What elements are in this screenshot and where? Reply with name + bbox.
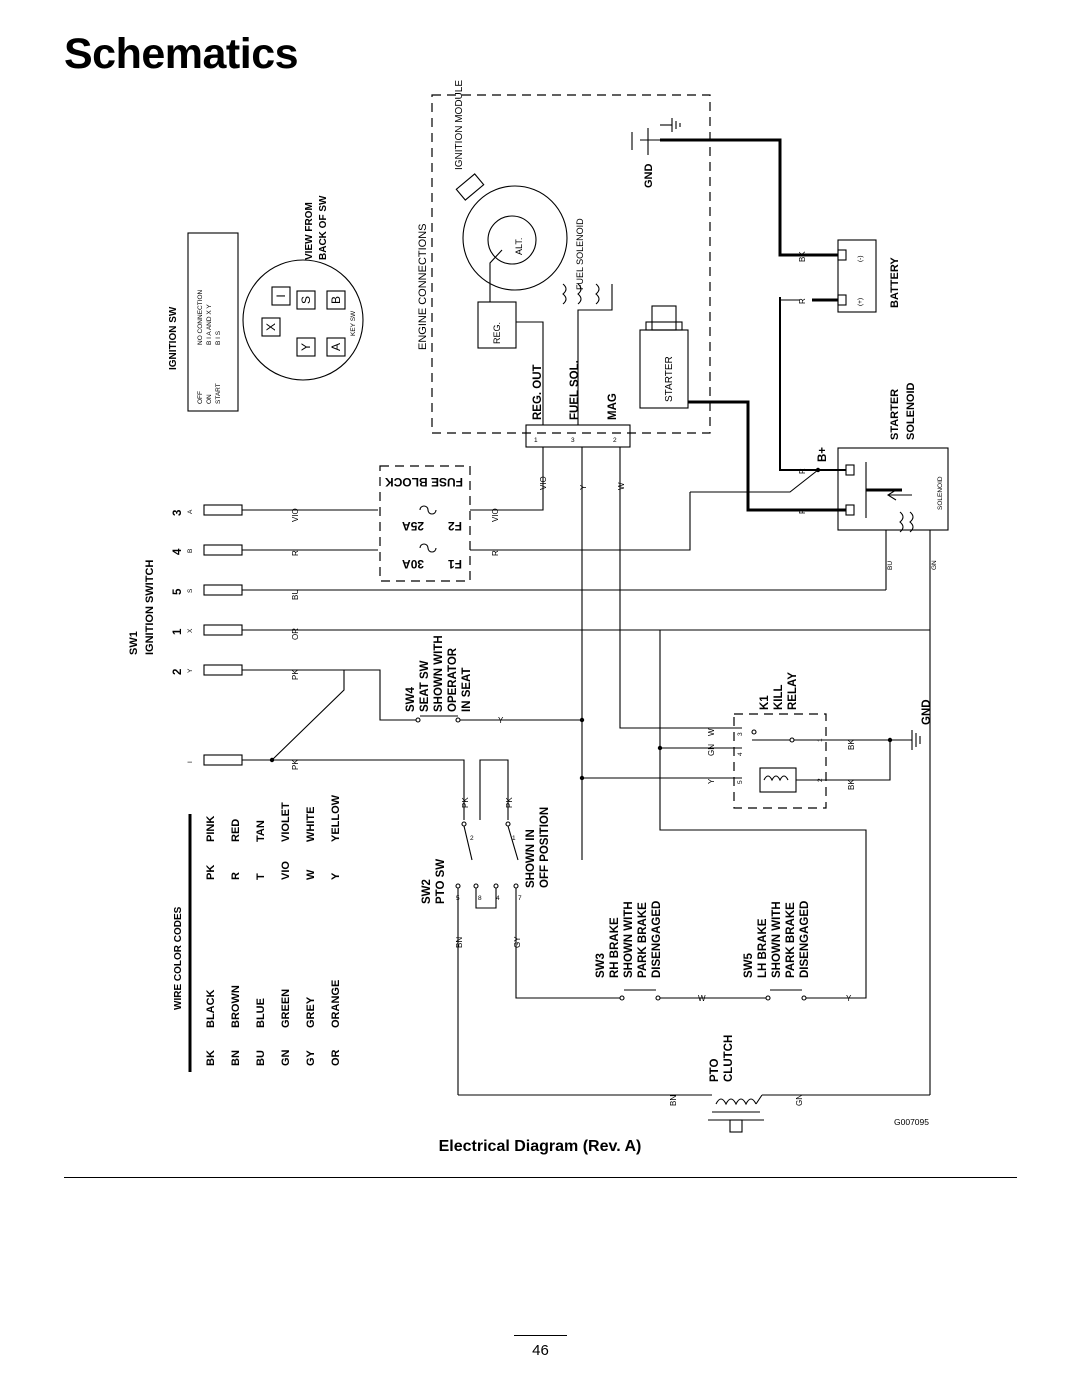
wire-code-gn: GN <box>280 1049 292 1066</box>
svg-text:25A: 25A <box>401 519 424 533</box>
starter-label: STARTER <box>664 356 675 402</box>
svg-text:SW3: SW3 <box>595 953 607 978</box>
wire-color-black: BLACK <box>205 989 217 1028</box>
svg-text:PK: PK <box>291 759 300 770</box>
battery <box>780 240 901 312</box>
svg-text:LH BRAKE: LH BRAKE <box>757 918 769 978</box>
svg-text:OFF POSITION: OFF POSITION <box>539 806 551 888</box>
svg-text:RH BRAKE: RH BRAKE <box>609 917 621 978</box>
svg-text:I: I <box>187 761 194 763</box>
wire-color-violet: VIOLET <box>280 802 292 842</box>
terminal-fuel-sol: FUEL SOL. <box>569 360 581 420</box>
svg-text:PK: PK <box>461 797 470 808</box>
sw1-ignition-switch <box>128 505 930 820</box>
wire-color-white: WHITE <box>305 806 317 842</box>
engine-gnd-label: GND <box>643 163 655 188</box>
svg-text:R: R <box>491 550 500 556</box>
svg-text:W: W <box>707 728 716 736</box>
page-title: Schematics <box>64 30 299 78</box>
svg-text:B I A AND X Y: B I A AND X Y <box>206 304 213 345</box>
view-from-label-2: BACK OF SW <box>318 195 329 260</box>
svg-text:BK: BK <box>847 779 856 790</box>
terminal-mag: MAG <box>607 393 619 420</box>
sw1-pin-x <box>172 625 930 640</box>
svg-text:NO CONNECTION: NO CONNECTION <box>197 289 204 345</box>
engine-connections-box <box>417 80 710 447</box>
wire-color-codes <box>173 794 342 1072</box>
svg-text:B: B <box>187 548 194 553</box>
wire-color-yellow: YELLOW <box>330 794 342 842</box>
ignition-sw-table <box>168 233 238 411</box>
sw1-pin-a <box>172 505 378 522</box>
wire-color-pink: PINK <box>205 815 217 842</box>
horizontal-rule <box>64 1177 1017 1178</box>
wire-code-y: Y <box>330 872 342 880</box>
svg-text:1: 1 <box>817 738 824 742</box>
svg-text:GN: GN <box>931 560 938 570</box>
svg-text:R: R <box>798 508 807 514</box>
svg-text:X: X <box>264 322 278 332</box>
svg-text:S: S <box>187 588 194 593</box>
svg-text:PTO SW: PTO SW <box>435 858 447 904</box>
svg-text:S: S <box>299 295 313 305</box>
wire-color-grey: GREY <box>305 996 317 1028</box>
svg-text:OFF: OFF <box>197 391 204 404</box>
svg-text:A: A <box>329 342 343 352</box>
svg-text:2: 2 <box>470 835 474 842</box>
svg-text:F1: F1 <box>447 557 462 571</box>
svg-text:SW2: SW2 <box>421 879 433 904</box>
terminal-reg-out: REG. OUT <box>532 364 544 420</box>
svg-text:BU: BU <box>887 560 894 570</box>
svg-text:5: 5 <box>737 780 744 784</box>
svg-text:SW1: SW1 <box>128 631 140 655</box>
svg-text:GN: GN <box>795 1094 804 1106</box>
svg-text:Y: Y <box>299 342 313 352</box>
svg-text:5: 5 <box>172 588 184 595</box>
svg-text:Y: Y <box>187 668 194 673</box>
sw1-pin-y <box>172 665 416 720</box>
svg-text:Y: Y <box>846 994 852 1003</box>
wire-color-green: GREEN <box>280 988 292 1028</box>
gnd-label: GND <box>921 699 933 725</box>
svg-text:B: B <box>329 295 343 305</box>
ignition-module-symbol <box>456 174 483 200</box>
wire-color-tan: TAN <box>255 820 267 842</box>
svg-text:K1: K1 <box>759 695 771 710</box>
terminal-number-3: 3 <box>571 437 575 444</box>
svg-text:KILL: KILL <box>773 684 785 710</box>
svg-text:BU: BU <box>291 588 300 600</box>
svg-text:PK: PK <box>291 669 300 680</box>
wire-color-red: RED <box>230 818 242 842</box>
svg-text:SEAT SW: SEAT SW <box>419 660 431 712</box>
svg-text:R: R <box>798 468 807 474</box>
svg-text:4: 4 <box>496 895 500 902</box>
figure-id: G007095 <box>894 1117 929 1127</box>
fuel-solenoid-label: FUEL SOLENOID <box>575 218 585 290</box>
svg-text:BK: BK <box>847 739 856 750</box>
wire-code-pk: PK <box>205 864 217 880</box>
page-number: 46 <box>532 1342 549 1359</box>
svg-text:SW5: SW5 <box>743 953 755 978</box>
svg-text:OR: OR <box>291 628 300 640</box>
svg-text:30A: 30A <box>401 557 424 571</box>
wire-color-brown: BROWN <box>230 985 242 1028</box>
svg-text:(-): (-) <box>857 255 864 262</box>
svg-text:1: 1 <box>172 628 184 635</box>
svg-text:Y: Y <box>498 716 504 725</box>
svg-text:VIO: VIO <box>291 508 300 522</box>
svg-text:F2: F2 <box>447 519 462 533</box>
battery-cables <box>660 140 820 510</box>
svg-text:2: 2 <box>172 668 184 675</box>
wire-code-vio: VIO <box>280 861 292 880</box>
battery-neg-wire: BK <box>798 251 807 262</box>
wire-color-codes-title: WIRE COLOR CODES <box>173 906 184 1010</box>
svg-text:BN: BN <box>455 936 464 948</box>
svg-text:RELAY: RELAY <box>787 672 799 710</box>
svg-text:5: 5 <box>456 895 460 902</box>
view-from-label-1: VIEW FROM <box>304 202 315 260</box>
svg-text:4: 4 <box>172 548 184 555</box>
terminal-number-2: 2 <box>613 437 617 444</box>
svg-text:3: 3 <box>172 509 184 516</box>
battery-pos-wire: R <box>798 298 807 304</box>
wire-code-w: W <box>305 869 317 880</box>
svg-text:CLUTCH: CLUTCH <box>723 1034 735 1082</box>
svg-text:R: R <box>291 550 300 556</box>
reg-label: REG. <box>492 321 502 344</box>
svg-text:(+): (+) <box>857 297 864 306</box>
sw5-lh-brake <box>660 630 866 1003</box>
svg-text:PARK BRAKE: PARK BRAKE <box>637 902 649 978</box>
wire-code-r: R <box>230 872 242 880</box>
wire-code-bu: BU <box>255 1050 267 1066</box>
wire-code-gy: GY <box>305 1050 317 1066</box>
b-plus-label: B+ <box>817 446 829 462</box>
sw1-pin-b <box>172 545 378 556</box>
svg-text:X: X <box>187 628 194 633</box>
svg-text:A: A <box>187 509 194 514</box>
svg-text:START: START <box>215 383 222 404</box>
svg-text:Y: Y <box>579 484 588 490</box>
svg-text:PK: PK <box>505 797 514 808</box>
svg-text:W: W <box>617 482 626 490</box>
svg-text:KEY SW: KEY SW <box>350 310 357 336</box>
wire-color-orange: ORANGE <box>330 979 342 1028</box>
page-number-rule <box>514 1335 567 1336</box>
svg-text:GY: GY <box>513 936 522 948</box>
svg-text:DISENGAGED: DISENGAGED <box>651 900 663 978</box>
fuse-block <box>380 447 690 581</box>
svg-text:GN: GN <box>707 744 716 756</box>
svg-text:2: 2 <box>817 778 824 782</box>
wire-color-blue: BLUE <box>255 998 267 1028</box>
sw1-pin-s <box>172 585 886 600</box>
svg-text:DISENGAGED: DISENGAGED <box>799 900 811 978</box>
svg-text:I: I <box>274 294 288 298</box>
terminal-number-1: 1 <box>534 437 538 444</box>
svg-text:SHOWN WITH: SHOWN WITH <box>771 901 783 978</box>
engine-connections-heading: ENGINE CONNECTIONS <box>417 223 429 350</box>
alt-label: ALT. <box>514 237 524 255</box>
starter-solenoid-label-1: STARTER <box>889 388 901 440</box>
key-switch <box>243 195 363 380</box>
sw2-pto-switch <box>421 760 620 1095</box>
svg-text:3: 3 <box>737 732 744 736</box>
svg-text:ON: ON <box>206 394 213 404</box>
svg-text:1: 1 <box>512 835 516 842</box>
ignition-sw-table-title: IGNITION SW <box>168 306 179 370</box>
svg-text:OPERATOR: OPERATOR <box>447 647 459 712</box>
svg-text:BN: BN <box>669 1094 678 1106</box>
svg-text:IN SEAT: IN SEAT <box>461 667 473 712</box>
svg-text:PARK BRAKE: PARK BRAKE <box>785 902 797 978</box>
wire-code-bn: BN <box>230 1050 242 1066</box>
svg-text:VIO: VIO <box>491 508 500 522</box>
solenoid-inner-label: SOLENOID <box>937 476 944 510</box>
svg-text:Y: Y <box>707 778 716 784</box>
svg-text:SHOWN WITH: SHOWN WITH <box>433 635 445 712</box>
svg-text:SHOWN WITH: SHOWN WITH <box>623 901 635 978</box>
pto-clutch <box>458 1035 930 1132</box>
wire-code-bk: BK <box>205 1050 217 1066</box>
svg-text:VIO: VIO <box>539 476 548 490</box>
svg-text:SHOWN IN: SHOWN IN <box>525 829 537 888</box>
svg-text:W: W <box>698 994 706 1003</box>
diagram-caption: Electrical Diagram (Rev. A) <box>438 1138 642 1155</box>
svg-text:4: 4 <box>737 752 744 756</box>
starter-solenoid-label-2: SOLENOID <box>905 382 917 440</box>
svg-text:IGNITION SWITCH: IGNITION SWITCH <box>144 559 156 655</box>
svg-text:8: 8 <box>478 895 482 902</box>
wire-code-t: T <box>255 873 267 880</box>
sw3-rh-brake <box>595 901 766 1003</box>
battery-label: BATTERY <box>889 257 901 308</box>
svg-text:B I S: B I S <box>215 330 222 345</box>
wire-code-or: OR <box>330 1049 342 1066</box>
ignition-module-label: IGNITION MODULE <box>454 79 465 170</box>
svg-text:SW4: SW4 <box>405 687 417 712</box>
svg-text:PTO: PTO <box>709 1058 721 1082</box>
fuse-block-label: FUSE BLOCK <box>385 475 463 489</box>
svg-text:7: 7 <box>518 895 522 902</box>
